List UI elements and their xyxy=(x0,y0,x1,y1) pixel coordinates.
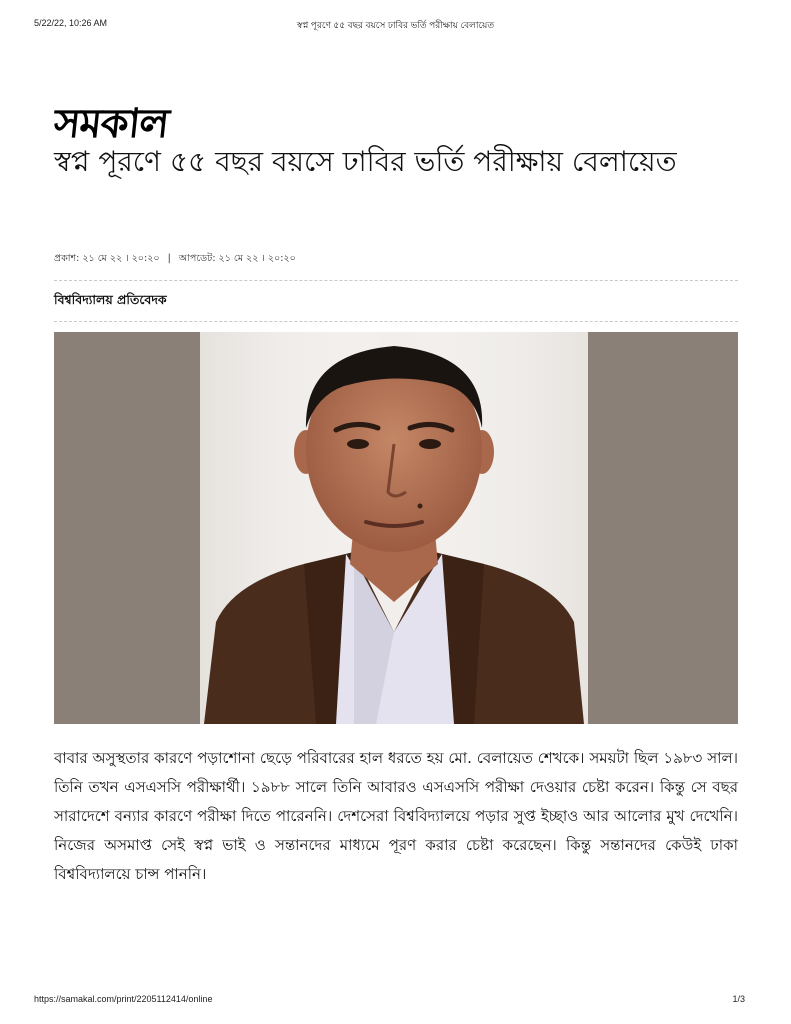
article-byline: বিশ্ববিদ্যালয় প্রতিবেদক xyxy=(54,292,167,307)
print-datetime: 5/22/22, 10:26 AM xyxy=(34,18,108,28)
updated-date: আপডেট: ২১ মে ২২ । ২০:২০ xyxy=(178,253,296,264)
print-header xyxy=(34,16,757,32)
masthead-logo[interactable]: সমকাল xyxy=(51,100,171,147)
portrait-image xyxy=(54,332,738,724)
article-headline: স্বপ্ন পূরণে ৫৫ বছর বয়সে ঢাবির ভর্তি পরীক্ষায় বেলায়েত xyxy=(54,145,677,178)
divider-top xyxy=(54,280,738,281)
page-number: 1/3 xyxy=(732,994,745,1004)
article-photo xyxy=(54,332,738,724)
article-meta xyxy=(54,252,296,267)
print-footer xyxy=(34,994,757,1008)
divider-bottom xyxy=(54,321,738,322)
print-url[interactable]: https://samakal.com/print/2205112414/online xyxy=(34,994,213,1004)
meta-separator: | xyxy=(167,253,171,264)
published-date: প্রকাশ: ২১ মে ২২ । ২০:২০ xyxy=(54,253,160,264)
print-doc-title: স্বপ্ন পূরণে ৫৫ বছর বয়সে ঢাবির ভর্তি পরীক্ষায় বেলায়েত xyxy=(296,20,495,30)
article-body: বাবার অসুস্থতার কারণে পড়াশোনা ছেড়ে পরিবারের হাল ধরতে হয় মো. বেলায়েত শেখকে। সময়টা ছিল ১৯৮৩ সাল। তিনি তখন এসএসসি পরীক্ষার্থী। ১৯৮৮ সালে তিনি আবারও এসএসসি পরীক্ষা দেওয়ার চেষ্টা করেন। কিন্তু সে বছর সারাদেশে বন্যার কারণে পরীক্ষা দিতে পারেননি। দেশসেরা বিশ্ববিদ্যালয়ে পড়ার সুপ্ত ইচ্ছাও আর আলোর মুখ দেখেনি। নিজের অসমাপ্ত সেই স্বপ্ন ভাই ও সন্তানদের মাধ্যমে পূরণ করার চেষ্টা করেছেন। কিন্তু সন্তানদের কেউই ঢাকা বিশ্ববিদ্যালয়ে চান্স পাননি। xyxy=(54,749,738,883)
